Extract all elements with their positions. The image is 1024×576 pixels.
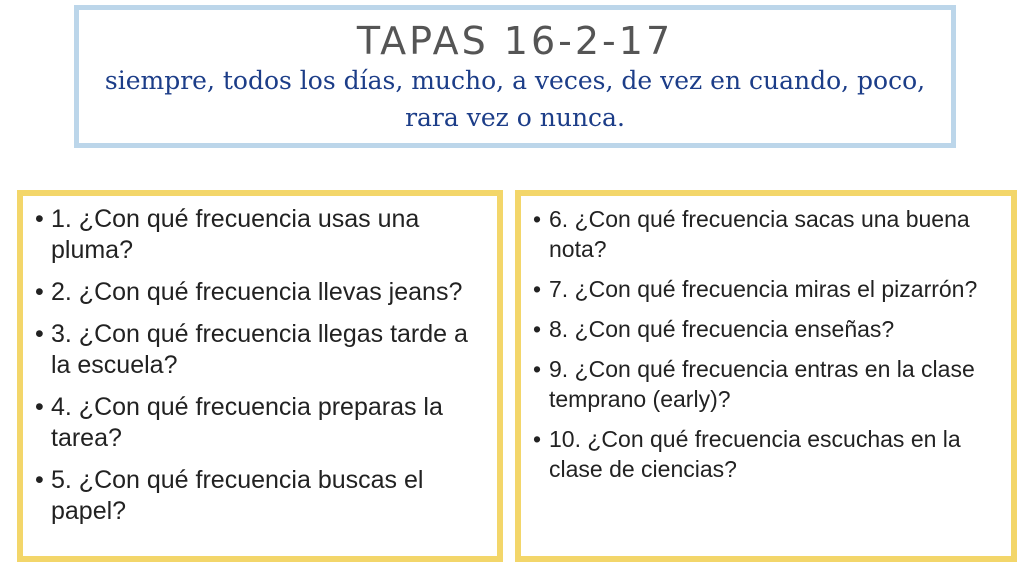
slide-subtitle: siempre, todos los días, mucho, a veces, de vez en cuando, poco, rara vez o nunca. [104,66,926,132]
right-questions-panel [515,190,1017,562]
question-7: • 7. ¿Con qué frecuencia miras el pizarrón? [533,274,1001,304]
question-2: • 2. ¿Con qué frecuencia llevas jeans? [35,277,487,308]
left-question-list [35,204,487,527]
slide-title: TAPAS 16-2-17 [356,19,674,63]
left-questions-panel [17,190,503,562]
question-4: • 4. ¿Con qué frecuencia preparas la tarea? [35,392,487,454]
question-5: • 5. ¿Con qué frecuencia buscas el papel? [35,465,487,527]
question-6: • 6. ¿Con qué frecuencia sacas una buena nota? [533,204,1001,264]
question-8: • 8. ¿Con qué frecuencia enseñas? [533,314,1001,344]
question-3: • 3. ¿Con qué frecuencia llegas tarde a la escuela? [35,319,487,381]
question-9: • 9. ¿Con qué frecuencia entras en la clase temprano (early)? [533,354,1001,414]
right-question-list [533,204,1001,484]
title-box [74,5,956,148]
question-1: • 1. ¿Con qué frecuencia usas una pluma? [35,204,487,266]
question-10: • 10. ¿Con qué frecuencia escuchas en la clase de ciencias? [533,424,1001,484]
